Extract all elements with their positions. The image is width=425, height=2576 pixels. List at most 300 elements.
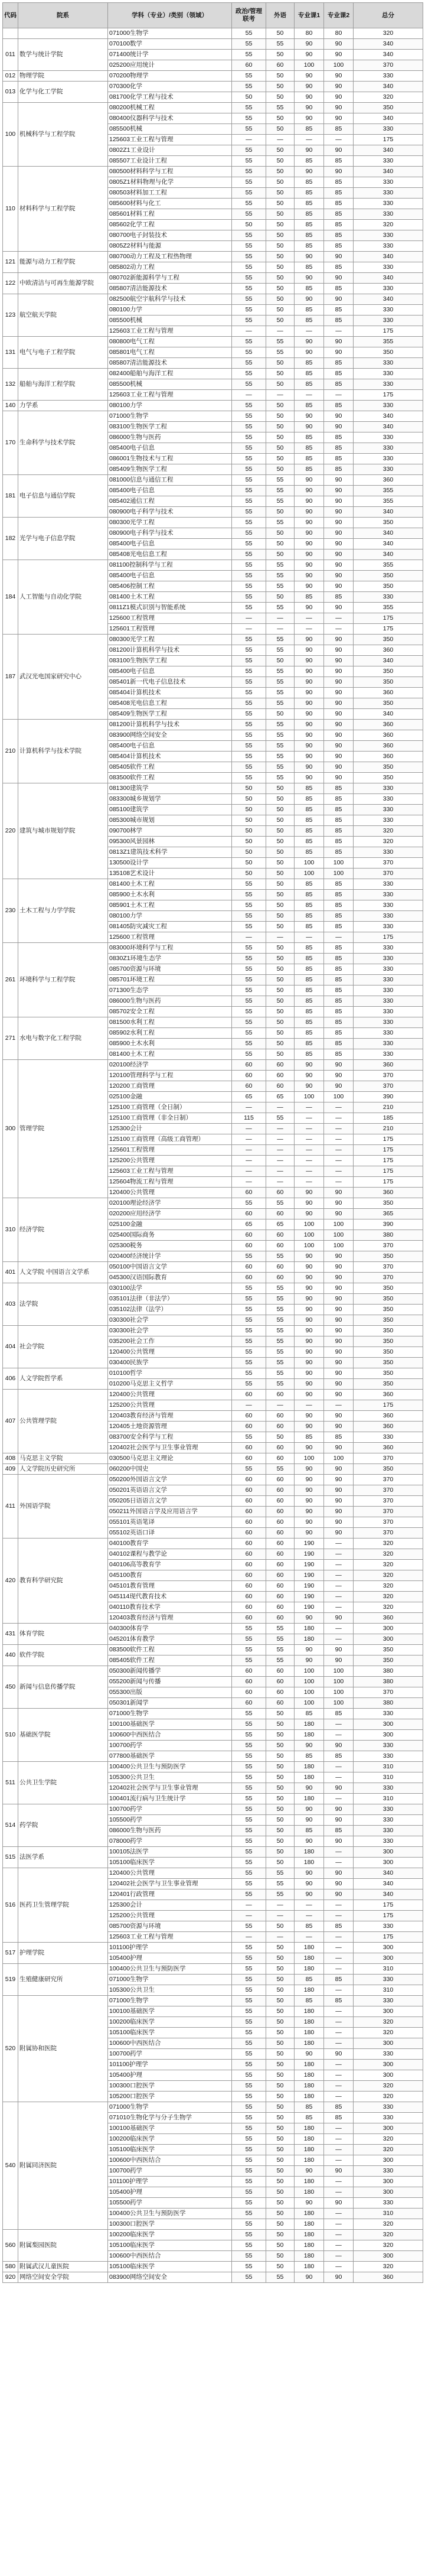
subject-name: 船舶与海洋工程 <box>130 370 174 377</box>
prof1-score: — <box>295 1102 324 1113</box>
dept-code: 560 <box>3 2230 18 2262</box>
subject-cell <box>108 688 232 698</box>
politics-score: 55 <box>232 773 266 783</box>
total-score: 365 <box>354 1209 423 1219</box>
table-row <box>3 1390 423 1400</box>
subject-code: 070200 <box>109 72 130 79</box>
foreign-score: 50 <box>266 464 295 475</box>
politics-score: 55 <box>232 496 266 507</box>
prof2-score: 85 <box>324 1017 354 1028</box>
subject-name: 电气工程 <box>130 338 155 345</box>
total-score: 360 <box>354 1188 423 1198</box>
subject-name: 网络空间安全 <box>130 731 168 739</box>
subject-code: 050211 <box>109 1508 130 1515</box>
politics-score: 55 <box>232 762 266 773</box>
foreign-score: 50 <box>266 815 295 826</box>
prof2-score: 85 <box>324 1751 354 1762</box>
table-row <box>3 1198 423 1209</box>
subject-name: 现代教育技术 <box>129 1593 167 1600</box>
prof2-score: 90 <box>324 486 354 496</box>
foreign-score: 55 <box>266 1198 295 1209</box>
politics-score: — <box>232 135 266 145</box>
politics-score: 60 <box>232 1485 266 1496</box>
total-score: 360 <box>354 1060 423 1071</box>
prof1-score: 90 <box>295 581 324 592</box>
politics-score: 55 <box>232 1283 266 1294</box>
subject-cell <box>108 145 232 156</box>
subject-cell <box>108 560 232 571</box>
subject-cell <box>108 1336 232 1347</box>
foreign-score: 60 <box>266 1071 295 1081</box>
foreign-score: 50 <box>266 656 295 666</box>
prof1-score: 190 <box>295 1602 324 1613</box>
total-score: 340 <box>354 39 423 50</box>
foreign-score: 55 <box>266 1634 295 1645</box>
subject-code: 085902 <box>109 1029 130 1036</box>
total-score: 330 <box>354 379 423 390</box>
prof2-score: — <box>324 1762 354 1772</box>
total-score: 340 <box>354 1868 423 1879</box>
subject-cell <box>108 794 232 805</box>
foreign-score: 50 <box>266 369 295 379</box>
total-score: 360 <box>354 2272 423 2283</box>
subject-name: 网络空间安全 <box>130 2273 168 2281</box>
total-score: 330 <box>354 1741 423 1751</box>
header-dept: 院系 <box>18 3 108 28</box>
foreign-score: 50 <box>266 2081 295 2092</box>
politics-score: 55 <box>232 709 266 720</box>
foreign-score: 50 <box>266 539 295 549</box>
total-score: 330 <box>354 847 423 858</box>
subject-cell <box>108 2262 232 2272</box>
table-row <box>3 337 423 347</box>
politics-score: 55 <box>232 1794 266 1804</box>
prof2-score: 85 <box>324 2102 354 2113</box>
subject-name: 中西医结合 <box>130 1731 161 1738</box>
subject-code: 045100 <box>109 1572 130 1579</box>
prof2-score: 85 <box>324 401 354 411</box>
prof1-score: 85 <box>295 592 324 603</box>
politics-score: 55 <box>232 666 266 677</box>
prof1-score: 180 <box>295 2155 324 2166</box>
dept-code: 516 <box>3 1868 18 1943</box>
total-score: 350 <box>354 1347 423 1358</box>
subject-cell <box>108 1166 232 1177</box>
prof1-score: 90 <box>295 411 324 422</box>
prof1-score: 90 <box>295 475 324 486</box>
subject-code: 125603 <box>109 1933 130 1940</box>
total-score: 330 <box>354 284 423 294</box>
total-score: 330 <box>354 2198 423 2209</box>
subject-name: 水利工程 <box>130 1019 155 1026</box>
foreign-score: 50 <box>266 1049 295 1060</box>
subject-code: 085402 <box>109 497 130 505</box>
subject-code: 080503 <box>109 189 130 196</box>
prof1-score: 100 <box>295 1687 324 1698</box>
subject-cell <box>108 815 232 826</box>
subject-name: 生物与医药 <box>130 1827 161 1834</box>
prof2-score: — <box>324 2092 354 2102</box>
subject-name: 土木水利 <box>130 1040 155 1047</box>
subject-name: 药学 <box>130 1837 143 1845</box>
subject-code: 085500 <box>109 317 130 324</box>
subject-cell <box>108 1570 232 1581</box>
subject-cell <box>108 879 232 890</box>
prof2-score: 85 <box>324 443 354 454</box>
prof1-score: 90 <box>295 528 324 539</box>
subject-name: 工业工程与管理 <box>130 391 174 398</box>
prof1-score: 90 <box>295 145 324 156</box>
foreign-score: 50 <box>266 241 295 252</box>
foreign-score: 60 <box>266 1602 295 1613</box>
total-score: 340 <box>354 82 423 92</box>
foreign-score: 50 <box>266 943 295 954</box>
dept-name: 附属武汉儿童医院 <box>18 2262 108 2272</box>
politics-score: 55 <box>232 1294 266 1305</box>
total-score: 330 <box>354 2166 423 2177</box>
total-score: 340 <box>354 507 423 518</box>
prof2-score: — <box>324 1772 354 1783</box>
subject-name: 基础医学 <box>130 1720 155 1728</box>
subject-cell <box>108 1730 232 1741</box>
total-score: 380 <box>354 1677 423 1687</box>
politics-score: — <box>232 1932 266 1943</box>
prof2-score: 85 <box>324 1007 354 1017</box>
foreign-score: 50 <box>266 379 295 390</box>
subject-code: 081400 <box>109 593 130 600</box>
subject-code: 120402 <box>109 1444 130 1451</box>
total-score: 330 <box>354 794 423 805</box>
subject-name: 公共卫生与预防医学 <box>130 1965 186 1972</box>
subject-code: 083100 <box>109 423 130 430</box>
subject-code: 080500 <box>109 168 130 175</box>
subject-name: 基础医学 <box>130 2125 155 2132</box>
subject-cell <box>108 1953 232 1964</box>
foreign-score: 55 <box>266 666 295 677</box>
prof1-score: 180 <box>295 2230 324 2240</box>
subject-code: 080300 <box>109 519 130 526</box>
dept-name: 法学院 <box>18 1283 108 1326</box>
subject-name: 工商管理（高级工商管理） <box>130 1136 205 1143</box>
prof1-score: 85 <box>295 985 324 996</box>
prof2-score: 90 <box>324 666 354 677</box>
prof2-score: 90 <box>324 2166 354 2177</box>
prof1-score: 180 <box>295 1847 324 1858</box>
total-score: 330 <box>354 305 423 316</box>
subject-cell <box>108 2187 232 2198</box>
foreign-score: 50 <box>266 454 295 464</box>
subject-cell <box>108 167 232 177</box>
prof2-score: 85 <box>324 1432 354 1443</box>
subject-cell <box>108 1634 232 1645</box>
politics-score: 55 <box>232 571 266 581</box>
prof2-score: 90 <box>324 1294 354 1305</box>
prof1-score: 180 <box>295 2251 324 2262</box>
subject-name: 公共管理 <box>130 1401 155 1409</box>
foreign-score: 55 <box>266 2272 295 2283</box>
prof1-score: 90 <box>295 92 324 103</box>
foreign-score: 50 <box>266 2006 295 2017</box>
politics-score: 55 <box>232 284 266 294</box>
prof2-score: 85 <box>324 592 354 603</box>
subject-cell <box>108 1921 232 1932</box>
subject-cell <box>108 985 232 996</box>
politics-score: 55 <box>232 2145 266 2155</box>
prof1-score: 180 <box>295 2123 324 2134</box>
prof1-score: 90 <box>295 1305 324 1315</box>
subject-code: 120402 <box>109 1880 130 1887</box>
foreign-score: — <box>266 1900 295 1911</box>
header-row <box>3 3 423 28</box>
subject-code: 020400 <box>109 1253 130 1260</box>
prof2-score: 90 <box>324 1804 354 1815</box>
total-score: 330 <box>354 964 423 975</box>
subject-cell <box>108 783 232 794</box>
subject-name: 公共管理 <box>130 1391 155 1398</box>
subject-code: 125200 <box>109 1401 130 1409</box>
foreign-score: 55 <box>266 773 295 783</box>
prof1-score: 100 <box>295 1092 324 1102</box>
foreign-score: 60 <box>266 1613 295 1624</box>
subject-code: 100600 <box>109 1731 130 1738</box>
prof2-score: 90 <box>324 539 354 549</box>
foreign-score: 60 <box>266 1081 295 1092</box>
dept-code: 013 <box>3 82 18 103</box>
prof2-score: 85 <box>324 1921 354 1932</box>
foreign-score: — <box>266 1134 295 1145</box>
politics-score: 55 <box>232 347 266 358</box>
prof2-score: 100 <box>324 1230 354 1241</box>
prof2-score: 90 <box>324 762 354 773</box>
prof1-score: 90 <box>295 1315 324 1326</box>
prof2-score: 85 <box>324 432 354 443</box>
total-score: 330 <box>354 1836 423 1847</box>
dept-name: 化学与化工学院 <box>18 82 108 103</box>
table-row <box>3 518 423 528</box>
prof2-score: 90 <box>324 560 354 571</box>
politics-score: 55 <box>232 252 266 262</box>
subject-cell <box>108 2155 232 2166</box>
subject-name: 动力工程 <box>130 264 155 271</box>
subject-cell <box>108 1517 232 1528</box>
subject-cell <box>108 805 232 815</box>
prof2-score: 100 <box>324 1687 354 1698</box>
prof2-score: 90 <box>324 1517 354 1528</box>
prof1-score: 85 <box>295 837 324 847</box>
subject-code: 105100 <box>109 2263 130 2270</box>
foreign-score: 50 <box>266 2240 295 2251</box>
prof1-score: 100 <box>295 1698 324 1709</box>
politics-score: 55 <box>232 1783 266 1794</box>
foreign-score: 60 <box>266 1698 295 1709</box>
politics-score: 55 <box>232 2038 266 2049</box>
subject-cell <box>108 103 232 113</box>
table-row <box>3 103 423 113</box>
prof1-score: 90 <box>295 1251 324 1262</box>
subject-cell <box>108 720 232 730</box>
total-score: 300 <box>354 1719 423 1730</box>
foreign-score: 60 <box>266 1422 295 1432</box>
subject-cell <box>108 1134 232 1145</box>
subject-cell <box>108 698 232 709</box>
subject-code: 085406 <box>109 583 130 590</box>
prof2-score: 90 <box>324 1613 354 1624</box>
subject-code: 071000 <box>109 2103 130 2110</box>
politics-score: 55 <box>232 1326 266 1336</box>
prof1-score: 180 <box>295 2038 324 2049</box>
subject-cell <box>108 2134 232 2145</box>
prof2-score: — <box>324 1124 354 1134</box>
subject-code: 083500 <box>109 774 130 781</box>
politics-score: 55 <box>232 177 266 188</box>
foreign-score: 50 <box>266 2028 295 2038</box>
subject-cell <box>108 2070 232 2081</box>
subject-cell <box>108 1219 232 1230</box>
subject-name: 公共管理 <box>130 1157 155 1164</box>
foreign-score: 50 <box>266 826 295 837</box>
subject-name: 公共管理 <box>130 1348 155 1355</box>
dept-code: 187 <box>3 635 18 720</box>
subject-cell <box>108 1964 232 1975</box>
prof1-score: 90 <box>295 1081 324 1092</box>
prof1-score: — <box>295 1932 324 1943</box>
prof2-score: 85 <box>324 2113 354 2123</box>
subject-name: 外国语言学及应用语言学 <box>129 1508 198 1515</box>
subject-code: 040110 <box>109 1604 130 1611</box>
prof2-score: — <box>324 1602 354 1613</box>
subject-cell <box>108 411 232 422</box>
prof1-score: — <box>295 932 324 943</box>
subject-name: 生物医学工程 <box>130 423 168 430</box>
prof2-score: — <box>324 1156 354 1166</box>
subject-name: 护理 <box>130 2071 143 2079</box>
prof1-score: 85 <box>295 358 324 369</box>
subject-name: 工程管理 <box>130 614 155 622</box>
subject-cell <box>108 1889 232 1900</box>
subject-cell <box>108 2230 232 2240</box>
prof2-score: 90 <box>324 50 354 60</box>
subject-code: 085400 <box>109 487 130 494</box>
foreign-score: 50 <box>266 975 295 985</box>
subject-name: 力学 <box>130 402 143 409</box>
subject-cell <box>108 1762 232 1772</box>
prof1-score: 90 <box>295 1464 324 1475</box>
subject-code: 085409 <box>109 466 130 473</box>
subject-cell <box>108 2219 232 2230</box>
politics-score: 55 <box>232 954 266 964</box>
total-score: 370 <box>354 1453 423 1464</box>
prof2-score: 90 <box>324 2049 354 2060</box>
subject-cell <box>108 1283 232 1294</box>
subject-name: 教育经济与管理 <box>130 1412 174 1419</box>
table-row <box>3 369 423 379</box>
prof2-score: 85 <box>324 826 354 837</box>
prof2-score: — <box>324 1166 354 1177</box>
prof1-score: 85 <box>295 1826 324 1836</box>
subject-cell <box>108 2081 232 2092</box>
dept-name: 附属同济医院 <box>18 2102 108 2230</box>
prof2-score: 85 <box>324 975 354 985</box>
subject-code: 085409 <box>109 710 130 717</box>
politics-score: — <box>232 1166 266 1177</box>
politics-score: 55 <box>232 273 266 284</box>
subject-name: 土地资源管理 <box>130 1423 168 1430</box>
foreign-score: 50 <box>266 2017 295 2028</box>
dept-code: 184 <box>3 560 18 635</box>
subject-name: 中西医结合 <box>130 2040 161 2047</box>
subject-name: 生态学 <box>130 987 149 994</box>
subject-name: 机械工程 <box>130 104 155 111</box>
foreign-score: 50 <box>266 82 295 92</box>
politics-score: 55 <box>232 1624 266 1634</box>
prof1-score: 90 <box>295 1198 324 1209</box>
total-score: 390 <box>354 1092 423 1102</box>
subject-code: 020200 <box>109 1210 130 1217</box>
prof1-score: 100 <box>295 1219 324 1230</box>
foreign-score: 50 <box>266 2070 295 2081</box>
subject-name: 土木水利 <box>130 891 155 898</box>
prof2-score: — <box>324 1794 354 1804</box>
subject-name: 水利工程 <box>130 1029 155 1036</box>
dept-name: 外国语学院 <box>18 1475 108 1539</box>
prof2-score: 85 <box>324 1709 354 1719</box>
politics-score: 50 <box>232 847 266 858</box>
subject-cell <box>108 1188 232 1198</box>
foreign-score: 55 <box>266 730 295 741</box>
prof2-score: — <box>324 1134 354 1145</box>
subject-cell <box>108 1836 232 1847</box>
dept-code: 123 <box>3 294 18 337</box>
subject-code: 080700 <box>109 232 130 239</box>
subject-name: 护理 <box>130 2188 143 2196</box>
subject-cell <box>108 1804 232 1815</box>
prof1-score: 90 <box>295 50 324 60</box>
subject-cell <box>108 2028 232 2038</box>
total-score: 175 <box>354 1145 423 1156</box>
subject-name: 出版 <box>130 1689 143 1696</box>
total-score: 340 <box>354 273 423 284</box>
foreign-score: 60 <box>266 1677 295 1687</box>
prof2-score: — <box>324 326 354 337</box>
foreign-score: 60 <box>266 1560 295 1570</box>
table-row <box>3 82 423 92</box>
subject-code: 077800 <box>109 1752 130 1759</box>
subject-cell <box>108 422 232 432</box>
subject-code: 085807 <box>109 285 130 292</box>
total-score: 350 <box>354 1379 423 1390</box>
prof2-score: 90 <box>324 1315 354 1326</box>
table-row <box>3 475 423 486</box>
subject-cell <box>108 475 232 486</box>
politics-score: 55 <box>232 241 266 252</box>
subject-cell <box>108 358 232 369</box>
prof1-score: 85 <box>295 922 324 932</box>
subject-cell <box>108 1868 232 1879</box>
subject-cell <box>108 741 232 752</box>
subject-code: 100400 <box>109 1763 130 1770</box>
table-row <box>3 2102 423 2113</box>
foreign-score: 50 <box>266 2102 295 2113</box>
subject-cell <box>108 1475 232 1485</box>
total-score: 320 <box>354 2092 423 2102</box>
subject-name: 公共卫生 <box>130 1774 155 1781</box>
total-score: 185 <box>354 1113 423 1124</box>
subject-cell <box>108 1592 232 1602</box>
subject-cell <box>108 1677 232 1687</box>
subject-cell <box>108 1071 232 1081</box>
foreign-score: 50 <box>266 2123 295 2134</box>
subject-name: 光学工程 <box>130 636 155 643</box>
